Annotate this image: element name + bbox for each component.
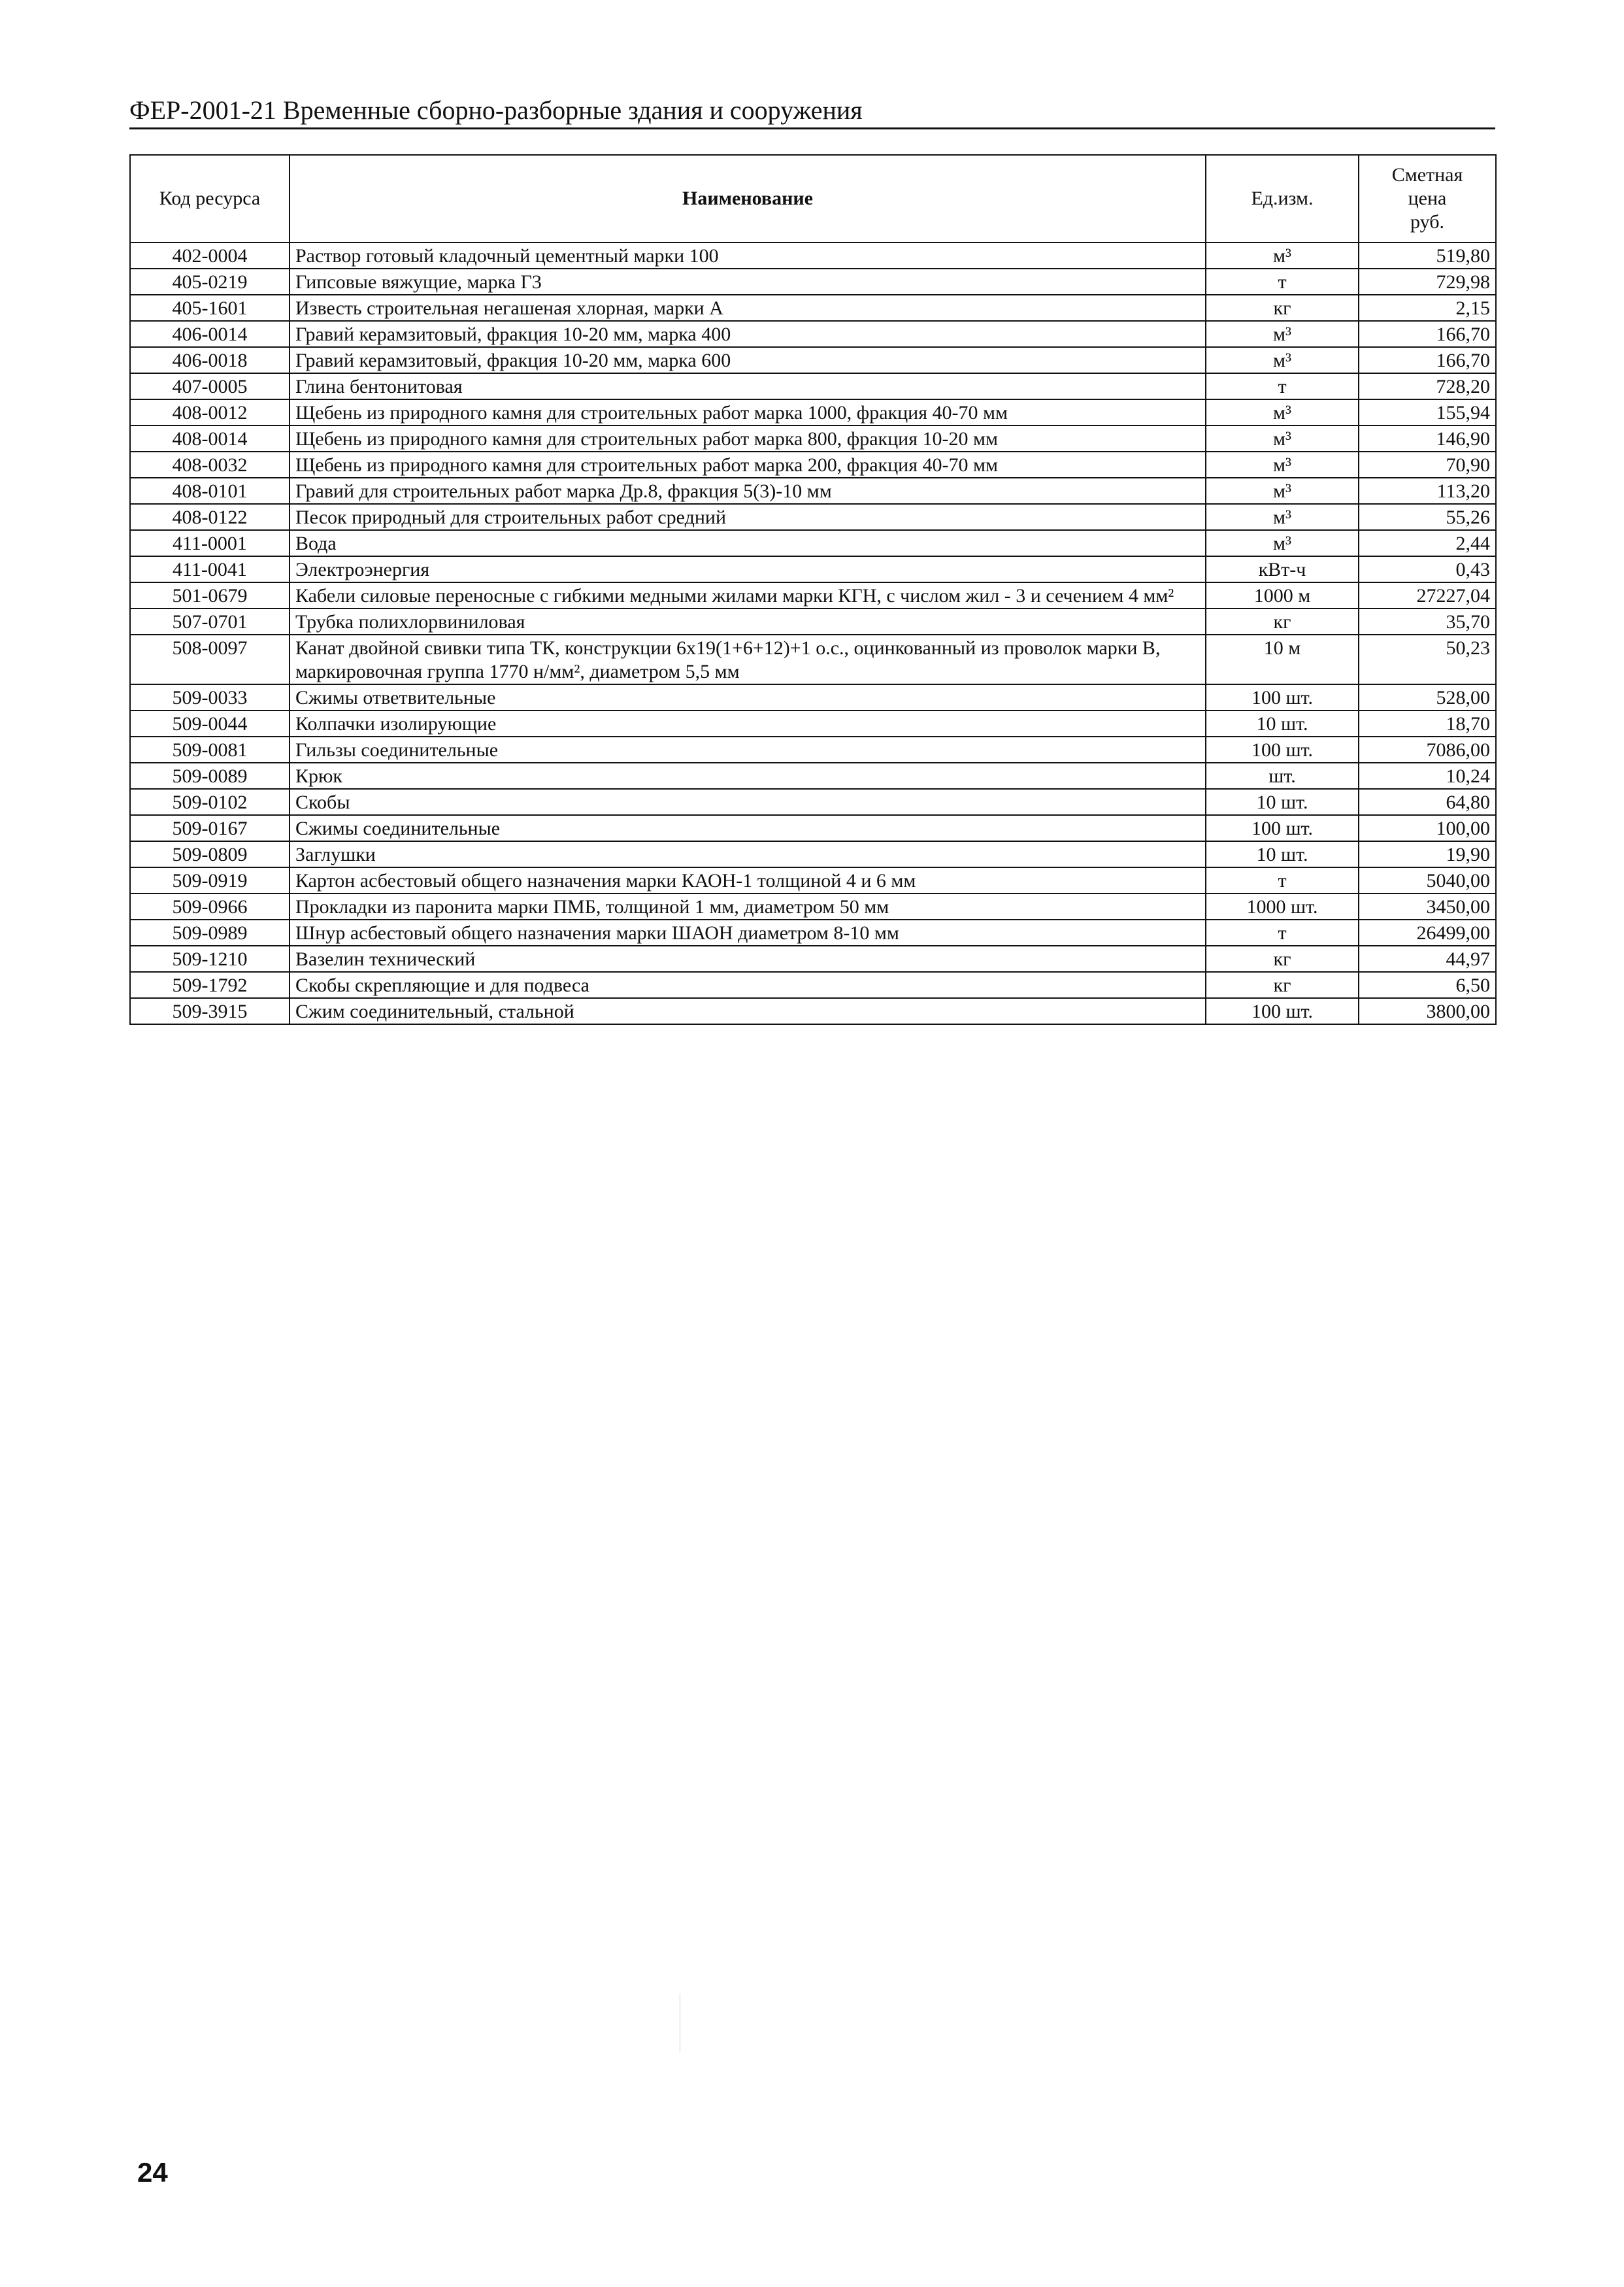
- cell-price: 10,24: [1359, 763, 1496, 789]
- cell-code: 407-0005: [130, 373, 290, 399]
- column-header-price: [1359, 155, 1496, 242]
- cell-unit: м³: [1206, 530, 1359, 556]
- table-header-row: [130, 155, 1496, 242]
- cell-code: 411-0001: [130, 530, 290, 556]
- cell-price: 166,70: [1359, 321, 1496, 347]
- cell-code: 509-0089: [130, 763, 290, 789]
- cell-unit: 100 шт.: [1206, 815, 1359, 841]
- cell-price: 55,26: [1359, 504, 1496, 530]
- table-row: [130, 347, 1496, 373]
- table-row: [130, 556, 1496, 582]
- cell-price: 3450,00: [1359, 893, 1496, 920]
- column-header-price-line3: руб.: [1410, 211, 1444, 233]
- cell-price: 0,43: [1359, 556, 1496, 582]
- cell-code: 408-0122: [130, 504, 290, 530]
- cell-code: 509-1210: [130, 946, 290, 972]
- table-row: [130, 684, 1496, 710]
- cell-price: 70,90: [1359, 452, 1496, 478]
- cell-code: 411-0041: [130, 556, 290, 582]
- cell-name: Канат двойной свивки типа ТК, конструкции 6х19(1+6+12)+1 о.с., оцинкованный из проволок марки В, маркировочная группа 1770 н/мм², диаметром 5,5 мм: [290, 635, 1206, 684]
- cell-unit: м³: [1206, 242, 1359, 269]
- cell-price: 2,15: [1359, 295, 1496, 321]
- cell-unit: 100 шт.: [1206, 998, 1359, 1024]
- cell-price: 155,94: [1359, 399, 1496, 426]
- table-row: [130, 946, 1496, 972]
- cell-unit: м³: [1206, 478, 1359, 504]
- cell-name: Известь строительная негашеная хлорная, марки А: [290, 295, 1206, 321]
- cell-unit: м³: [1206, 399, 1359, 426]
- table-row: [130, 478, 1496, 504]
- cell-unit: 1000 м: [1206, 582, 1359, 609]
- cell-name: Заглушки: [290, 841, 1206, 867]
- cell-name: Гипсовые вяжущие, марка Г3: [290, 269, 1206, 295]
- cell-unit: шт.: [1206, 763, 1359, 789]
- table-row: [130, 452, 1496, 478]
- cell-unit: 10 шт.: [1206, 789, 1359, 815]
- cell-unit: 100 шт.: [1206, 684, 1359, 710]
- cell-price: 113,20: [1359, 478, 1496, 504]
- cell-name: Прокладки из паронита марки ПМБ, толщиной 1 мм, диаметром 50 мм: [290, 893, 1206, 920]
- column-header-unit: Ед.изм.: [1206, 155, 1359, 242]
- cell-unit: м³: [1206, 321, 1359, 347]
- cell-code: 509-0989: [130, 920, 290, 946]
- cell-price: 35,70: [1359, 609, 1496, 635]
- cell-price: 19,90: [1359, 841, 1496, 867]
- table-row: [130, 426, 1496, 452]
- cell-code: 509-0044: [130, 710, 290, 737]
- cell-price: 528,00: [1359, 684, 1496, 710]
- cell-price: 166,70: [1359, 347, 1496, 373]
- cell-unit: кВт-ч: [1206, 556, 1359, 582]
- cell-price: 2,44: [1359, 530, 1496, 556]
- table-row: [130, 242, 1496, 269]
- cell-price: 729,98: [1359, 269, 1496, 295]
- cell-price: 27227,04: [1359, 582, 1496, 609]
- cell-unit: 1000 шт.: [1206, 893, 1359, 920]
- cell-name: Вазелин технический: [290, 946, 1206, 972]
- cell-price: 146,90: [1359, 426, 1496, 452]
- cell-unit: м³: [1206, 347, 1359, 373]
- cell-name: Скобы: [290, 789, 1206, 815]
- cell-name: Гравий для строительных работ марка Др.8, фракция 5(3)-10 мм: [290, 478, 1206, 504]
- cell-unit: кг: [1206, 295, 1359, 321]
- cell-code: 509-0167: [130, 815, 290, 841]
- table-row: [130, 635, 1496, 684]
- cell-price: 728,20: [1359, 373, 1496, 399]
- table-row: [130, 710, 1496, 737]
- column-header-name: Наименование: [290, 155, 1206, 242]
- cell-price: 18,70: [1359, 710, 1496, 737]
- cell-name: Гравий керамзитовый, фракция 10-20 мм, марка 400: [290, 321, 1206, 347]
- cell-unit: м³: [1206, 452, 1359, 478]
- cell-code: 509-1792: [130, 972, 290, 998]
- table-header: [130, 155, 1496, 242]
- cell-unit: т: [1206, 920, 1359, 946]
- cell-name: Скобы скрепляющие и для подвеса: [290, 972, 1206, 998]
- cell-price: 64,80: [1359, 789, 1496, 815]
- cell-name: Щебень из природного камня для строительных работ марка 200, фракция 40-70 мм: [290, 452, 1206, 478]
- table-row: [130, 920, 1496, 946]
- cell-code: 509-0102: [130, 789, 290, 815]
- cell-price: 100,00: [1359, 815, 1496, 841]
- table-row: [130, 841, 1496, 867]
- table-row: [130, 582, 1496, 609]
- cell-name: Гравий керамзитовый, фракция 10-20 мм, марка 600: [290, 347, 1206, 373]
- table-row: [130, 399, 1496, 426]
- cell-name: Щебень из природного камня для строительных работ марка 1000, фракция 40-70 мм: [290, 399, 1206, 426]
- cell-name: Сжимы соединительные: [290, 815, 1206, 841]
- cell-price: 26499,00: [1359, 920, 1496, 946]
- cell-price: 3800,00: [1359, 998, 1496, 1024]
- table-row: [130, 504, 1496, 530]
- column-header-price-line1: Сметная: [1391, 164, 1463, 186]
- cell-unit: м³: [1206, 504, 1359, 530]
- cell-unit: 10 шт.: [1206, 710, 1359, 737]
- column-header-price-line2: цена: [1408, 188, 1447, 209]
- cell-unit: т: [1206, 269, 1359, 295]
- cell-unit: т: [1206, 867, 1359, 893]
- cell-code: 509-0919: [130, 867, 290, 893]
- cell-name: Гильзы соединительные: [290, 737, 1206, 763]
- cell-name: Сжимы ответвительные: [290, 684, 1206, 710]
- cell-code: 509-3915: [130, 998, 290, 1024]
- cell-code: 501-0679: [130, 582, 290, 609]
- column-header-code: Код ресурса: [130, 155, 290, 242]
- cell-name: Сжим соединительный, стальной: [290, 998, 1206, 1024]
- resource-price-table: [129, 154, 1497, 1025]
- table-row: [130, 530, 1496, 556]
- cell-name: Глина бентонитовая: [290, 373, 1206, 399]
- cell-code: 509-0966: [130, 893, 290, 920]
- cell-unit: т: [1206, 373, 1359, 399]
- cell-unit: кг: [1206, 609, 1359, 635]
- cell-price: 5040,00: [1359, 867, 1496, 893]
- cell-price: 519,80: [1359, 242, 1496, 269]
- table-row: [130, 867, 1496, 893]
- cell-code: 408-0012: [130, 399, 290, 426]
- cell-name: Электроэнергия: [290, 556, 1206, 582]
- table-row: [130, 269, 1496, 295]
- cell-code: 509-0033: [130, 684, 290, 710]
- table-row: [130, 295, 1496, 321]
- table-row: [130, 972, 1496, 998]
- cell-name: Кабели силовые переносные с гибкими медными жилами марки КГН, с числом жил - 3 и сечением 4 мм²: [290, 582, 1206, 609]
- cell-name: Колпачки изолирующие: [290, 710, 1206, 737]
- cell-code: 408-0014: [130, 426, 290, 452]
- table-row: [130, 373, 1496, 399]
- table-row: [130, 321, 1496, 347]
- cell-code: 408-0101: [130, 478, 290, 504]
- cell-code: 507-0701: [130, 609, 290, 635]
- cell-code: 508-0097: [130, 635, 290, 684]
- cell-code: 402-0004: [130, 242, 290, 269]
- table-row: [130, 789, 1496, 815]
- cell-name: Щебень из природного камня для строительных работ марка 800, фракция 10-20 мм: [290, 426, 1206, 452]
- cell-code: 405-0219: [130, 269, 290, 295]
- table-row: [130, 737, 1496, 763]
- cell-name: Трубка полихлорвиниловая: [290, 609, 1206, 635]
- table-row: [130, 815, 1496, 841]
- cell-code: 406-0018: [130, 347, 290, 373]
- cell-price: 7086,00: [1359, 737, 1496, 763]
- cell-code: 405-1601: [130, 295, 290, 321]
- cell-price: 44,97: [1359, 946, 1496, 972]
- cell-code: 509-0081: [130, 737, 290, 763]
- cell-name: Картон асбестовый общего назначения марки КАОН-1 толщиной 4 и 6 мм: [290, 867, 1206, 893]
- cell-unit: кг: [1206, 946, 1359, 972]
- table-row: [130, 893, 1496, 920]
- cell-code: 406-0014: [130, 321, 290, 347]
- cell-unit: кг: [1206, 972, 1359, 998]
- cell-unit: 10 м: [1206, 635, 1359, 684]
- page-header-title: ФЕР-2001-21 Временные сборно-разборные здания и сооружения: [129, 95, 863, 125]
- cell-unit: м³: [1206, 426, 1359, 452]
- cell-name: Шнур асбестовый общего назначения марки ШАОН диаметром 8-10 мм: [290, 920, 1206, 946]
- table-body: [130, 242, 1496, 1024]
- cell-price: 50,23: [1359, 635, 1496, 684]
- cell-name: Раствор готовый кладочный цементный марки 100: [290, 242, 1206, 269]
- header-rule: [129, 127, 1495, 129]
- cell-name: Вода: [290, 530, 1206, 556]
- cell-unit: 10 шт.: [1206, 841, 1359, 867]
- cell-name: Крюк: [290, 763, 1206, 789]
- cell-price: 6,50: [1359, 972, 1496, 998]
- cell-name: Песок природный для строительных работ средний: [290, 504, 1206, 530]
- page-number: 24: [137, 2157, 168, 2188]
- cell-code: 408-0032: [130, 452, 290, 478]
- table-row: [130, 609, 1496, 635]
- cell-code: 509-0809: [130, 841, 290, 867]
- table-row: [130, 998, 1496, 1024]
- cell-unit: 100 шт.: [1206, 737, 1359, 763]
- table-row: [130, 763, 1496, 789]
